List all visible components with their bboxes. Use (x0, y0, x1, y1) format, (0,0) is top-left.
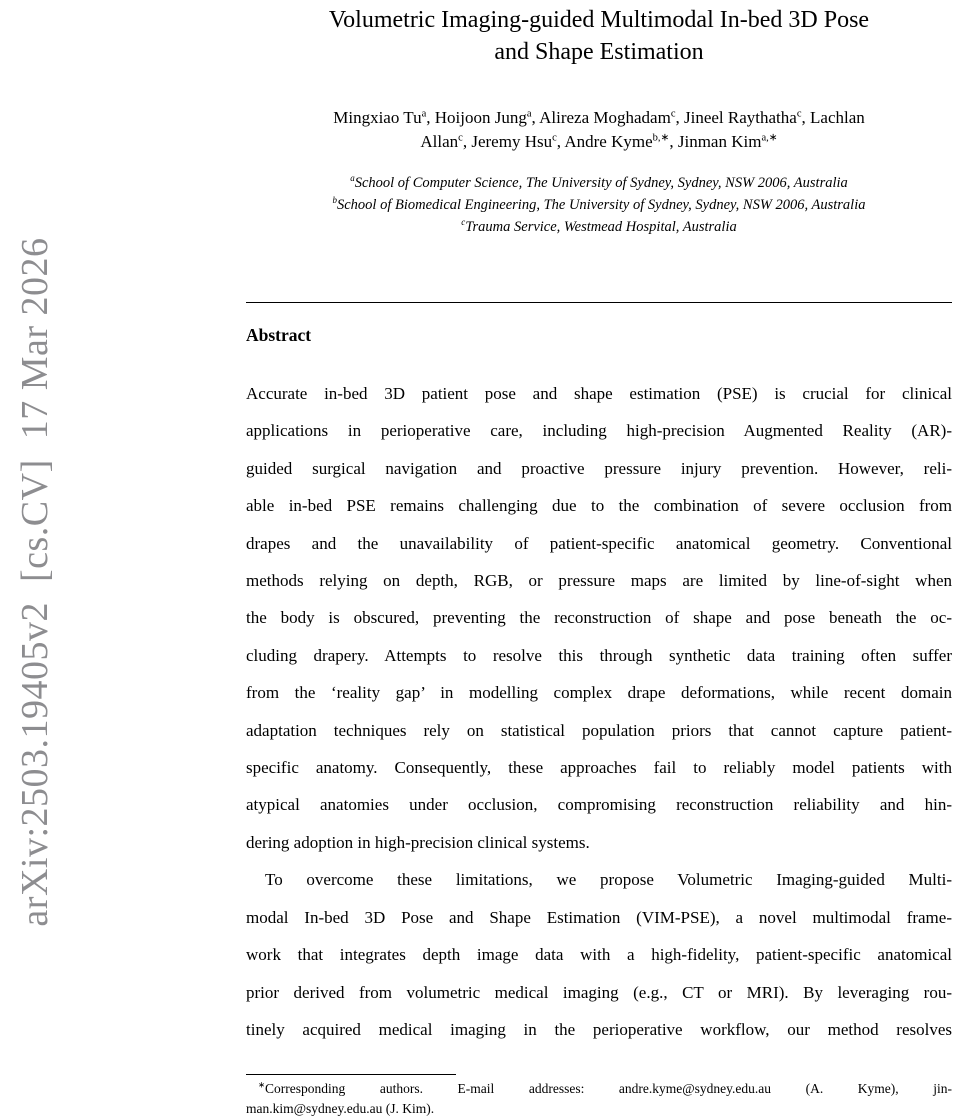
abstract-line: prior derived from volumetric medical imaging (e.g., CT or MRI). By leveraging rou- (246, 982, 952, 1002)
affiliation-c: $^c$Trauma Service, Westmead Hospital, Australia (461, 217, 737, 235)
abstract-line: atypical anatomies under occlusion, compromising reconstruction reliability and hin- (246, 795, 952, 815)
abstract-line: able in-bed PSE remains challenging due to the combination of severe occlusion from (246, 496, 952, 516)
footnote-line-1: ∗Corresponding authors. E-mail addresses: andre.kyme@sydney.edu.au (A. Kyme), jin- (258, 1080, 952, 1097)
abstract-line: from the ‘reality gap’ in modelling complex drape deformations, while recent domain (246, 683, 952, 703)
abstract-line: work that integrates depth image data with a high-fidelity, patient-specific anatomical (246, 945, 952, 965)
title-line-1: Volumetric Imaging-guided Multimodal In-bed 3D Pose (328, 7, 870, 33)
abstract-line: the body is obscured, preventing the reconstruction of shape and pose beneath the oc- (246, 608, 952, 628)
abstract-line: modal In-bed 3D Pose and Shape Estimation (VIM-PSE), a novel multimodal frame- (246, 907, 952, 927)
abstract-body (246, 375, 952, 1048)
abstract-line: applications in perioperative care, including high-precision Augmented Reality (AR)- (246, 421, 952, 441)
abstract-line: dering adoption in high-precision clinical systems. (246, 832, 590, 852)
author-line-1: Mingxiao Tu$^a$, Hoijoon Jung$^a$, Alireza Moghadam$^c$, Jineel Raythatha$^c$, Lachlan (333, 108, 865, 127)
footnote-divider-rule (246, 1074, 456, 1075)
paper-page (246, 0, 952, 1119)
abstract-heading: Abstract (246, 325, 312, 345)
affiliation-list (246, 172, 952, 238)
arxiv-watermark: arXiv:2503.19405v2 [cs.CV] 17 Mar 2026 (14, 237, 56, 927)
paper-title (246, 4, 952, 68)
abstract-line: methods relying on depth, RGB, or pressure maps are limited by line-of-sight when (246, 571, 952, 591)
footnote-line-2: man.kim@sydney.edu.au (J. Kim). (246, 1101, 435, 1117)
author-list (246, 106, 952, 154)
abstract-line: specific anatomy. Consequently, these approaches fail to reliably model patients with (246, 758, 952, 778)
author-line-2: Allan$^c$, Jeremy Hsu$^c$, Andre Kyme$^{b,∗}$, Jinman Kim$^{a,∗}$ (420, 132, 778, 151)
affiliation-a: $^a$School of Computer Science, The University of Sydney, Sydney, NSW 2006, Australia (350, 173, 848, 191)
abstract-line: guided surgical navigation and proactive pressure injury prevention. However, reli- (246, 458, 952, 478)
abstract-line: cluding drapery. Attempts to resolve this through synthetic data training often suffer (246, 645, 952, 665)
abstract-line: To overcome these limitations, we propose Volumetric Imaging-guided Multi- (265, 870, 952, 890)
abstract-divider-rule (246, 302, 952, 303)
abstract-line: adaptation techniques rely on statistical population priors that cannot capture patient- (246, 720, 952, 740)
affiliation-b: $^b$School of Biomedical Engineering, The University of Sydney, Sydney, NSW 2006, Australia (332, 195, 866, 213)
abstract-line: tinely acquired medical imaging in the perioperative workflow, our method resolves (246, 1019, 952, 1039)
footnote (246, 1074, 952, 1119)
title-line-2: and Shape Estimation (494, 39, 704, 65)
abstract-line: drapes and the unavailability of patient-specific anatomical geometry. Conventional (246, 533, 952, 553)
abstract-line: Accurate in-bed 3D patient pose and shape estimation (PSE) is crucial for clinical (246, 384, 952, 403)
